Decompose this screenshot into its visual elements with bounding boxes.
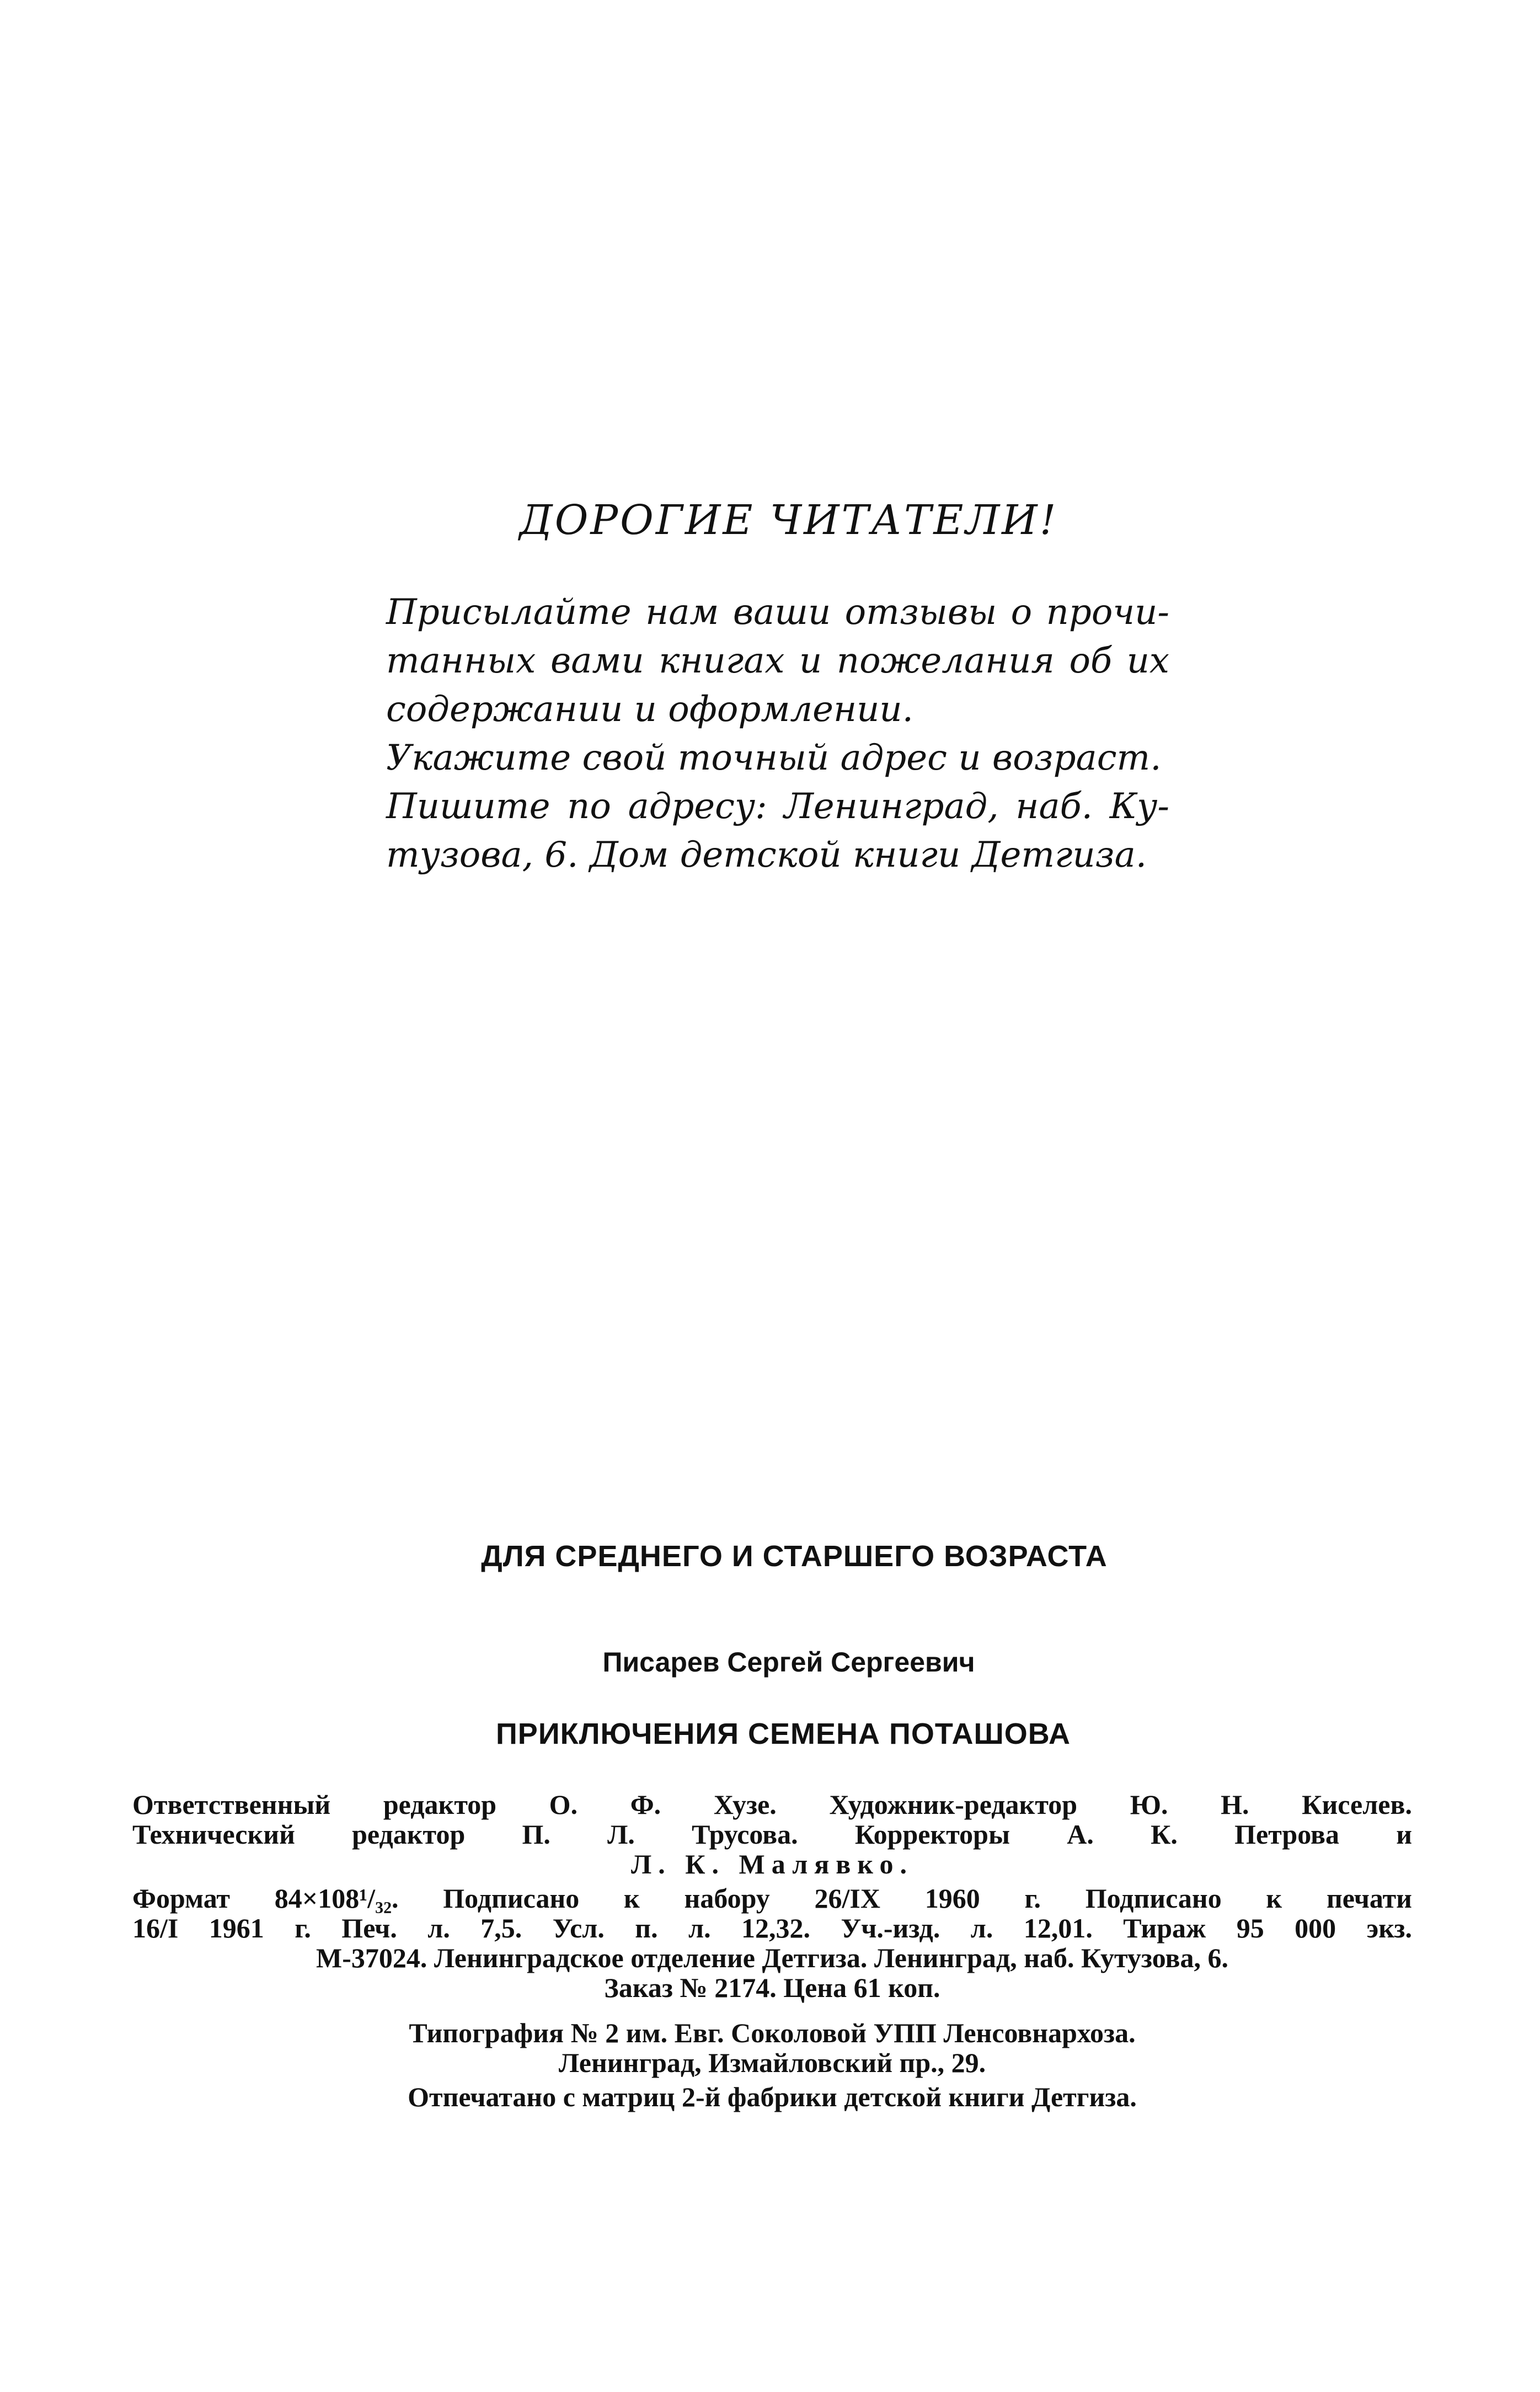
author-name: Писарев Сергей Сергеевич [602, 1647, 975, 1678]
printer-line: Ленинград, Измайловский пр., 29. [558, 2047, 986, 2078]
appeal-line: Присылайте нам ваши отзывы о прочи- [386, 592, 1169, 633]
book-title: ПРИКЛЮЧЕНИЯ СЕМЕНА ПОТАШОВА [495, 1717, 1071, 1750]
appeal-line: Укажите свой точный адрес и возраст. [386, 738, 1162, 778]
readers-appeal [386, 496, 1169, 879]
print-line: 16/I 1961 г. Печ. л. 7,5. Усл. п. л. 12,32. Уч.-изд. л. 12,01. Тираж 95 000 экз. [132, 1913, 1412, 1943]
staff-line: Ответственный редактор О. Ф. Хузе. Художник-редактор Ю. Н. Киселев. [132, 1789, 1412, 1820]
print-line: Формат 84×108¹/₃₂. Подписано к набору 26/IX 1960 г. Подписано к печати [132, 1883, 1412, 1914]
staff-line: Технический редактор П. Л. Трусова. Корректоры А. К. Петрова и [132, 1819, 1412, 1850]
appeal-title: ДОРОГИЕ ЧИТАТЕЛИ! [519, 496, 1058, 544]
imprint [132, 1539, 1412, 2112]
print-line: Заказ № 2174. Цена 61 коп. [604, 1972, 940, 2003]
appeal-line: танных вами книгах и пожелания об их [386, 640, 1169, 681]
printer-line: Типография № 2 им. Евг. Соколовой УПП Ленсовнархоза. [409, 2017, 1136, 2048]
print-line: М-37024. Ленинградское отделение Детгиза. Ленинград, наб. Кутузова, 6. [316, 1942, 1228, 1973]
appeal-line: Пишите по адресу: Ленинград, наб. Ку- [386, 786, 1169, 827]
appeal-line: тузова, 6. Дом детской книги Детгиза. [386, 835, 1147, 875]
appeal-line: содержании и оформлении. [386, 689, 913, 730]
staff-line: Л. К. Малявко. [631, 1849, 913, 1880]
age-heading: ДЛЯ СРЕДНЕГО И СТАРШЕГО ВОЗРАСТА [481, 1540, 1108, 1573]
printer-line: Отпечатано с матриц 2-й фабрики детской книги Детгиза. [408, 2081, 1137, 2112]
